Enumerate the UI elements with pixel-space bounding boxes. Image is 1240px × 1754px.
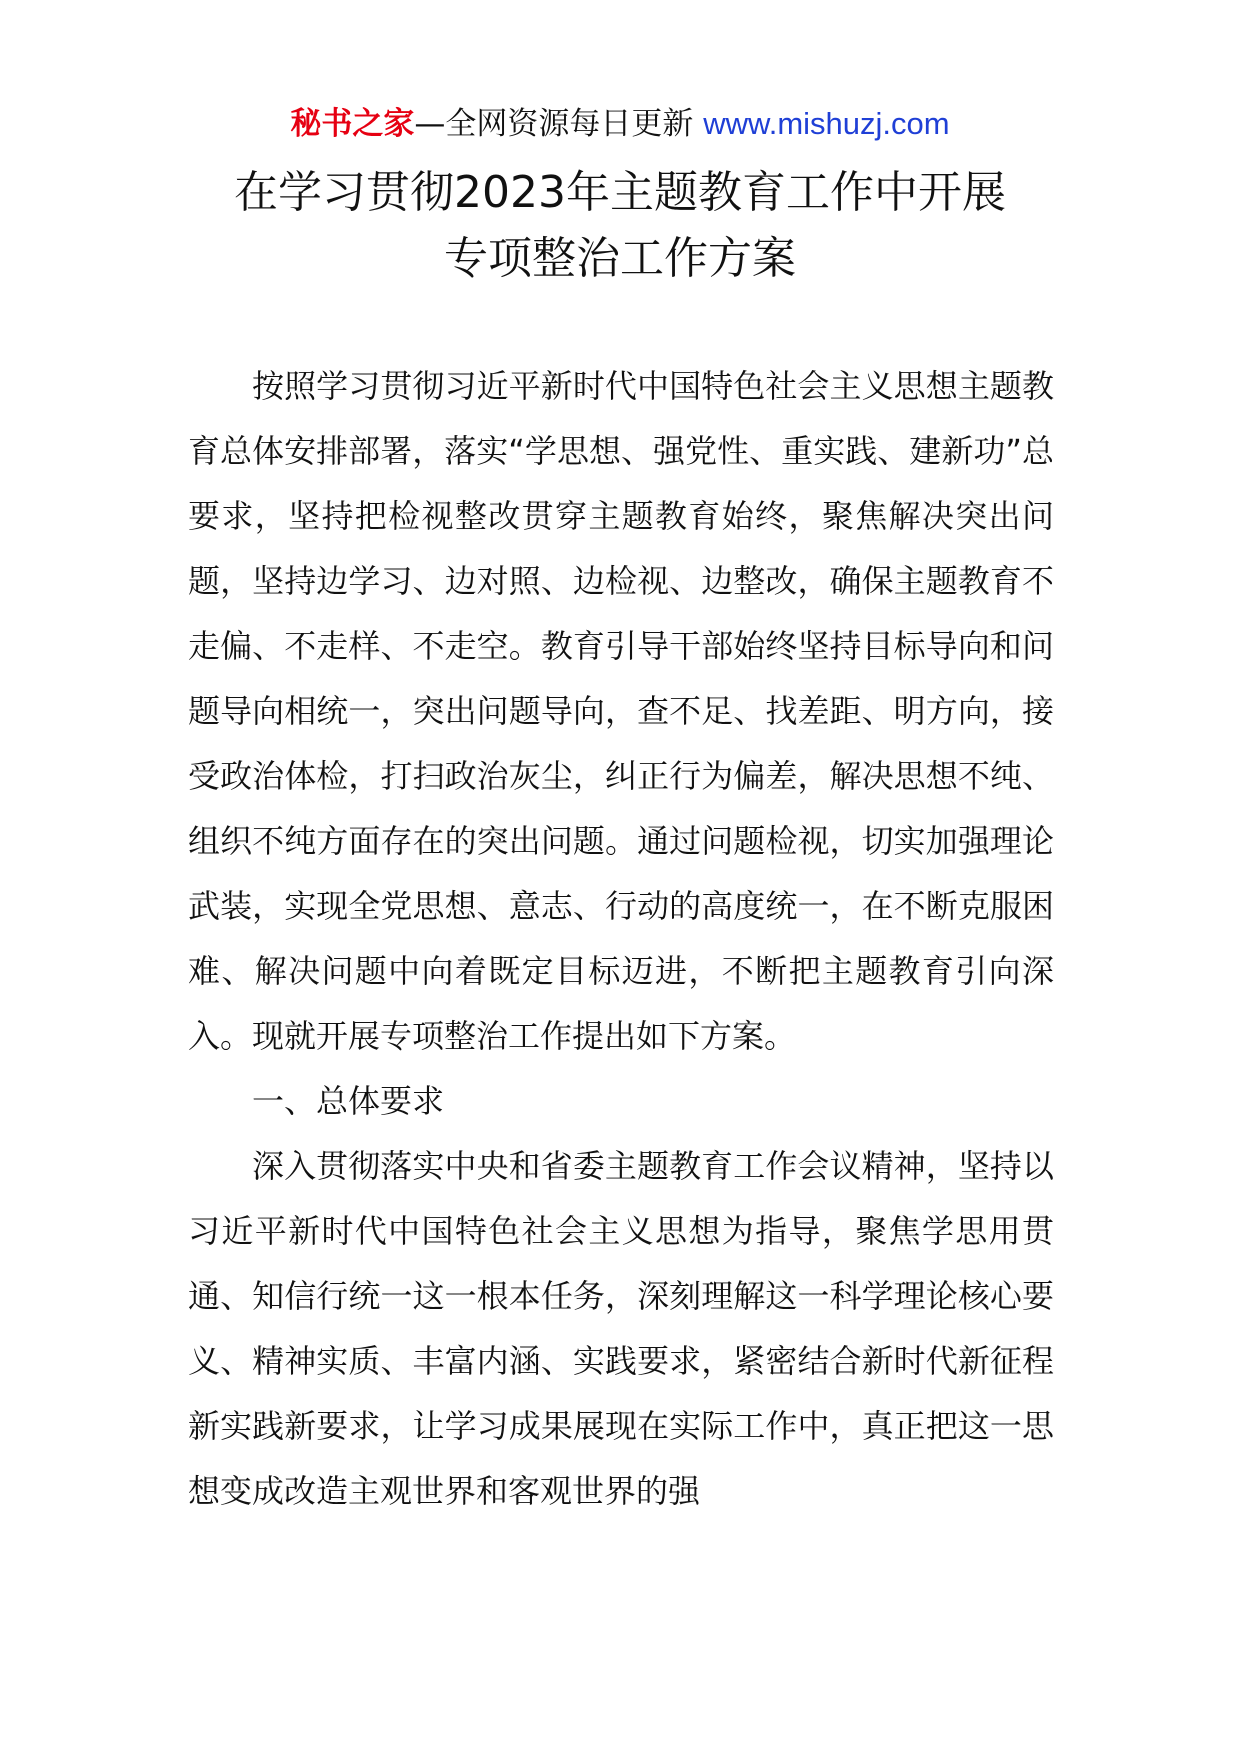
site-brand: 秘书之家 xyxy=(290,106,415,142)
title-line-1: 在学习贯彻2023年主题教育工作中开展 xyxy=(234,167,1006,218)
section-heading: 一、总体要求 xyxy=(252,1082,445,1120)
document-body xyxy=(188,354,1054,1524)
document-title xyxy=(0,160,1240,292)
paragraph-requirements: 深入贯彻落实中央和省委主题教育工作会议精神，坚持以习近平新时代中国特色社会主义思想为指导，聚焦学思用贯通、知信行统一这一根本任务，深刻理解这一科学理论核心要义、精神实质、丰富内涵、实践要求，紧密结合新时代新征程新实践新要求，让学习成果展现在实际工作中，真正把这一思想变成改造主观世界和客观世界的强 xyxy=(188,1147,1054,1510)
site-url-link[interactable]: www.mishuzj.com xyxy=(703,106,950,141)
title-line-2: 专项整治工作方案 xyxy=(444,233,796,284)
site-header xyxy=(0,100,1240,148)
paragraph-intro: 按照学习贯彻习近平新时代中国特色社会主义思想主题教育总体安排部署，落实“学思想、强党性、重实践、建新功”总要求，坚持把检视整改贯穿主题教育始终，聚焦解决突出问题，坚持边学习、边对照、边检视、边整改，确保主题教育不走偏、不走样、不走空。教育引导干部始终坚持目标导向和问题导向相统一，突出问题导向，查不足、找差距、明方向，接受政治体检，打扫政治灰尘，纠正行为偏差，解决思想不纯、组织不纯方面存在的突出问题。通过问题检视，切实加强理论武装，实现全党思想、意志、行动的高度统一，在不断克服困难、解决问题中向着既定目标迈进，不断把主题教育引向深入。现就开展专项整治工作提出如下方案。 xyxy=(188,367,1054,1055)
site-slogan: —全网资源每日更新 xyxy=(414,106,704,142)
